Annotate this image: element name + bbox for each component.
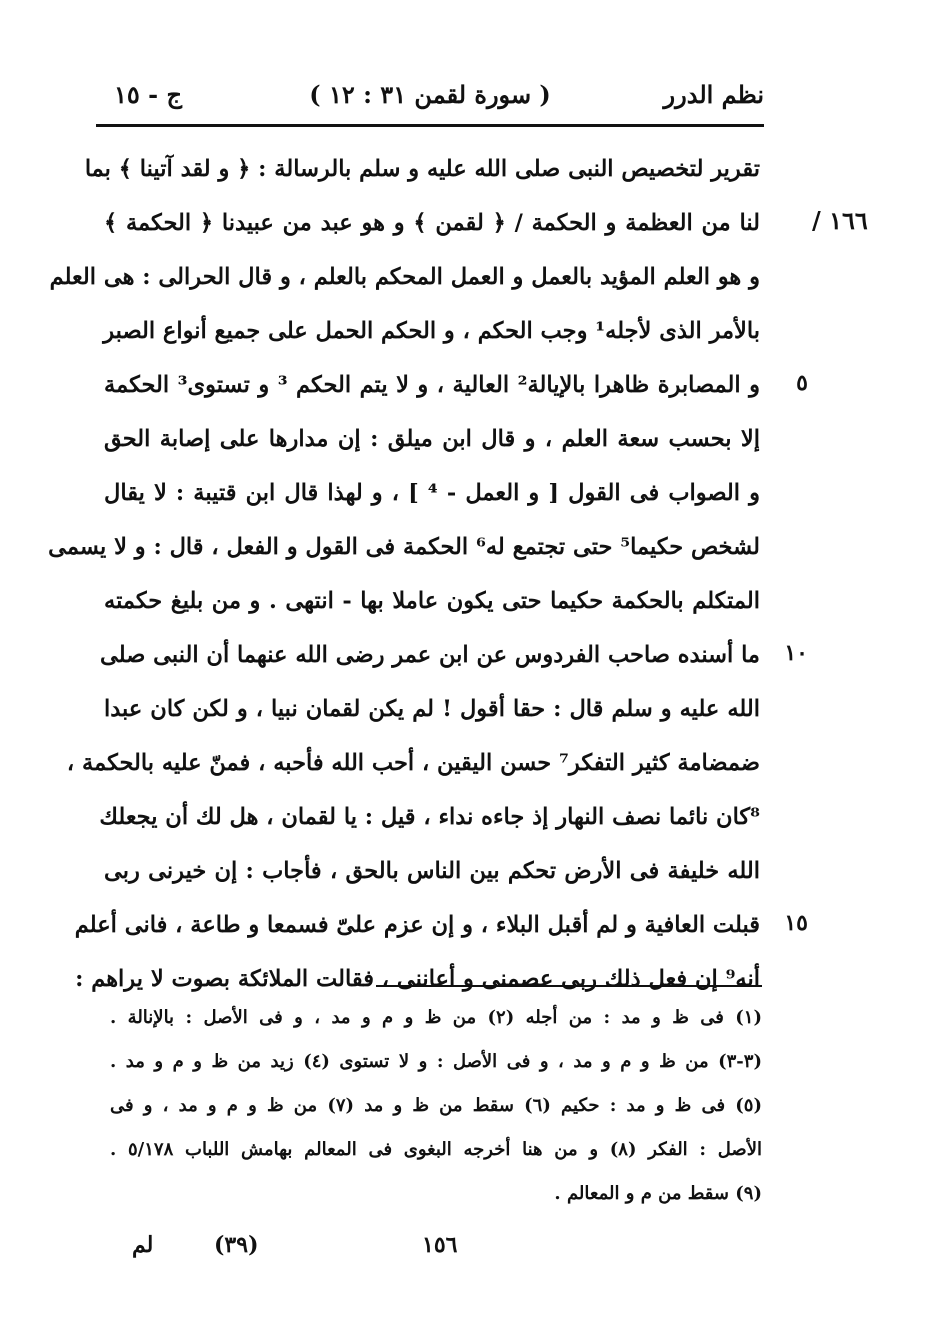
text-line: الله عليه و سلم قال : حقا أقول ! لم يكن لقمان نبيا ، و لكن كان عبدا: [104, 696, 760, 722]
sheet-number: (٣٩): [214, 1232, 259, 1258]
footnote-line: (٣-٣) من ظ و م و مد ، و فى الأصل : و لا تستوى (٤) زيد من ظ و م و مد .: [110, 1051, 762, 1072]
volume-number: ج - ١٥: [114, 80, 182, 109]
signature-mark: لم: [132, 1232, 154, 1258]
page-number: ١٥٦: [422, 1232, 458, 1258]
text-line: المتكلم بالحكمة حكيما حتى يكون عاملا بها - انتهى . و من بليغ حكمته: [104, 588, 760, 614]
line-number: ١٥: [784, 910, 808, 936]
header-rule: [96, 124, 764, 127]
footnote-line: الأصل : الفكر (٨) و من هنا أخرجه البغوى فى المعالم بهامش اللباب ٥/١٧٨ .: [110, 1139, 762, 1160]
text-line: و الصواب فى القول [ و العمل - ⁴ ] ، و لهذا قال ابن قتيبة : لا يقال: [104, 480, 760, 506]
margin-page-reference: ١٦٦ /: [812, 206, 868, 235]
text-line: إلا بحسب سعة العلم ، و قال ابن ميلق : إن مدارها على إصابة الحق: [104, 426, 760, 452]
text-line: و المصابرة ظاهرا بالإيالة² العالية ، و لا يتم الحكم ³ و تستوى³ الحكمة: [104, 372, 761, 398]
text-line: أنه⁹ إن فعل ذلك ربى عصمنى و أعاننى ، فقالت الملائكة بصوت لا يراهم :: [75, 966, 760, 992]
main-text: [48, 142, 761, 1006]
line-number: ٥: [796, 370, 808, 396]
page-footer: [110, 1232, 610, 1272]
text-line: لنا من العظمة و الحكمة / ﴿ لقمن ﴾ و هو عبد من عبيدنا ﴿ الحكمة ﴾: [104, 210, 760, 236]
surah-reference: ( سورة لقمن ٣١ : ١٢ ): [309, 80, 551, 109]
line-number: ١٠: [784, 640, 808, 666]
footnote-line: (١) فى ظ و مد : من أجله (٢) من ظ و م و مد ، و فى الأصل : بالإنالة .: [110, 1007, 762, 1028]
footnote-line: (٥) فى ظ و مد : حكيم (٦) سقط من ظ و مد (٧) من ظ و م و مد ، و فى: [110, 1095, 762, 1116]
text-line: تقرير لتخصيص النبى صلى الله عليه و سلم بالرسالة : ﴿ و لقد آتينا ﴾ بما: [84, 156, 760, 182]
text-line: ما أسنده صاحب الفردوس عن ابن عمر رضى الله عنهما أن النبى صلى: [100, 642, 760, 668]
text-line: قبلت العافية و لم أقبل البلاء ، و إن عزم علىّ فسمعا و طاعة ، فانى أعلم: [74, 912, 760, 938]
text-line: لشخص حكيما⁵ حتى تجتمع له⁶ الحكمة فى القول و الفعل ، قال : و لا يسمى: [48, 534, 760, 560]
footnote-rule: [376, 985, 762, 987]
text-line: بالأمر الذى لأجله¹ وجب الحكم ، و الحكم الحمل على جميع أنواع الصبر: [103, 318, 760, 344]
footnote-line: (٩) سقط من م و المعالم .: [554, 1183, 762, 1204]
running-header: [96, 74, 764, 118]
text-line: ⁸كان نائما نصف النهار إذ جاءه نداء ، قيل : يا لقمان ، هل لك أن يجعلك: [99, 804, 760, 830]
text-line: و هو العلم المؤيد بالعمل و العمل المحكم بالعلم ، و قال الحرالى : هى العلم: [49, 264, 760, 290]
book-title: نظم الدرر: [663, 80, 764, 109]
text-line: ضمضامة كثير التفكر⁷ حسن اليقين ، أحب الله فأحبه ، فمنّ عليه بالحكمة ،: [66, 750, 760, 776]
text-line: الله خليفة فى الأرض تحكم بين الناس بالحق ، فأجاب : إن خيرنى ربى: [104, 858, 760, 884]
footnotes: [110, 996, 762, 1216]
